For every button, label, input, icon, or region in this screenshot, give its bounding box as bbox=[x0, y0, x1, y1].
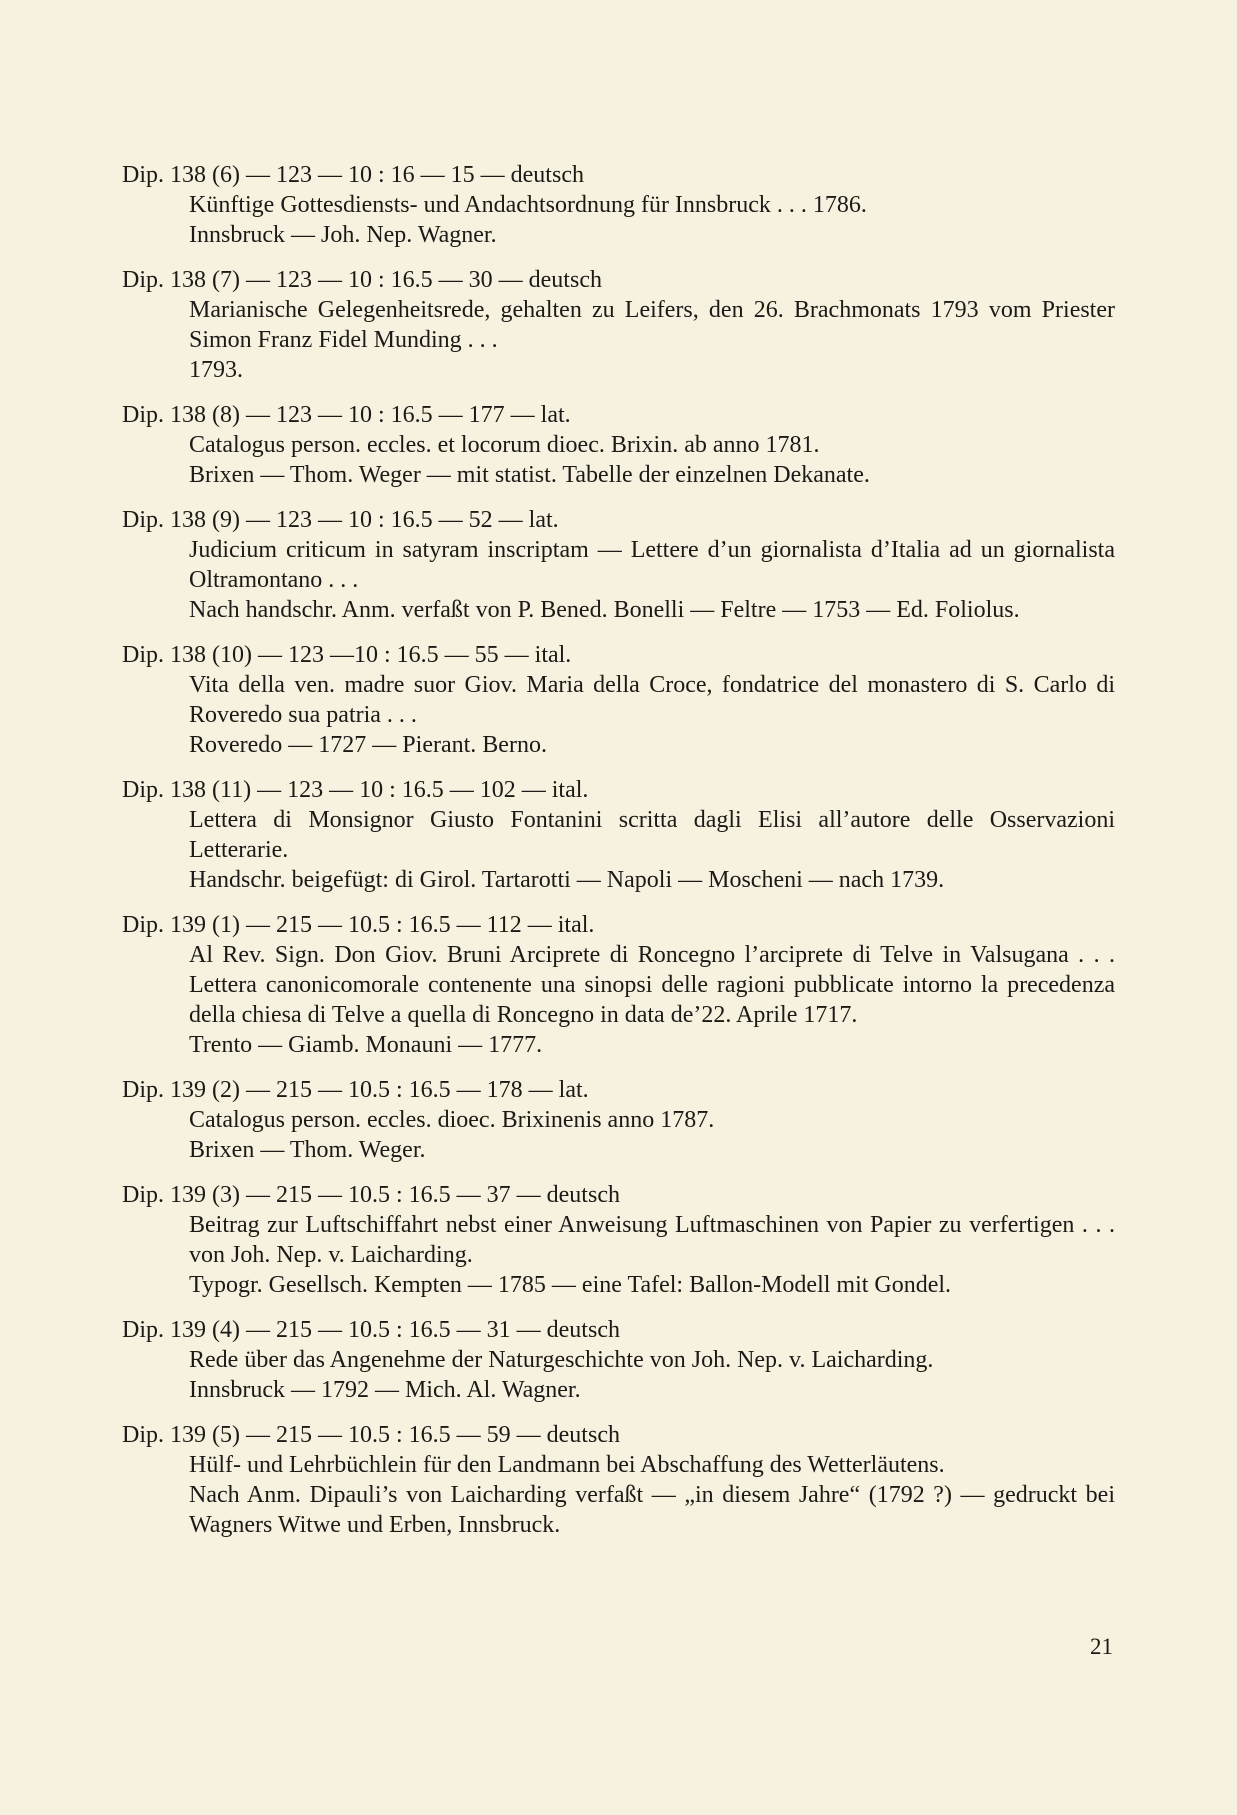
entry-heading: Dip. 139 (3) — 215 — 10.5 : 16.5 — 37 — deutsch bbox=[122, 1182, 620, 1208]
catalog-entry bbox=[122, 160, 1115, 250]
catalog-entry bbox=[122, 640, 1115, 760]
entry-imprint-line: Typogr. Gesellsch. Kempten — 1785 — eine Tafel: Ballon-Modell mit Gondel. bbox=[189, 1272, 952, 1298]
entry-heading: Dip. 138 (6) — 123 — 10 : 16 — 15 — deutsch bbox=[122, 162, 584, 188]
entry-heading: Dip. 139 (4) — 215 — 10.5 : 16.5 — 31 — deutsch bbox=[122, 1317, 620, 1343]
entry-title-line: Judicium criticum in satyram inscriptam — Lettere d’un giornalista d’Italia ad un giornalista Oltramontano . . . bbox=[189, 537, 1115, 593]
entry-body bbox=[189, 1345, 1115, 1405]
entry-body bbox=[189, 430, 1115, 490]
entry-body bbox=[189, 1450, 1115, 1540]
entry-imprint-line: Brixen — Thom. Weger — mit statist. Tabelle der einzelnen Dekanate. bbox=[189, 462, 870, 488]
entry-title-line: Hülf- und Lehrbüchlein für den Landmann bei Abschaffung des Wetterläutens. bbox=[189, 1452, 945, 1478]
entry-heading: Dip. 139 (2) — 215 — 10.5 : 16.5 — 178 — lat. bbox=[122, 1077, 589, 1103]
catalog-entry bbox=[122, 1180, 1115, 1300]
entry-imprint-line: Handschr. beigefügt: di Girol. Tartarotti — Napoli — Moscheni — nach 1739. bbox=[189, 867, 945, 893]
entry-title-line: Al Rev. Sign. Don Giov. Bruni Arciprete di Roncegno l’arciprete di Telve in Valsugana . . . Lettera canonicomorale contenente una sinopsi delle ragioni pubblicate intorno la precedenza della chiesa di Telve a quella di Roncegno in data de’22. Aprile 1717. bbox=[189, 942, 1115, 1028]
entry-title-line: Rede über das Angenehme der Naturgeschichte von Joh. Nep. v. Laicharding. bbox=[189, 1347, 934, 1373]
entry-body bbox=[189, 1105, 1115, 1165]
entry-body bbox=[189, 535, 1115, 625]
entry-imprint-line: Nach handschr. Anm. verfaßt von P. Bened. Bonelli — Feltre — 1753 — Ed. Foliolus. bbox=[189, 597, 1020, 623]
entry-body bbox=[189, 940, 1115, 1060]
entry-heading: Dip. 138 (10) — 123 —10 : 16.5 — 55 — ital. bbox=[122, 642, 572, 668]
catalog-entry bbox=[122, 265, 1115, 385]
entry-heading: Dip. 138 (9) — 123 — 10 : 16.5 — 52 — lat. bbox=[122, 507, 559, 533]
entry-imprint-line: Innsbruck — Joh. Nep. Wagner. bbox=[189, 222, 497, 248]
entry-heading: Dip. 139 (1) — 215 — 10.5 : 16.5 — 112 — ital. bbox=[122, 912, 595, 938]
entry-body bbox=[189, 190, 1115, 250]
entry-imprint-line: Innsbruck — 1792 — Mich. Al. Wagner. bbox=[189, 1377, 581, 1403]
catalog-entry bbox=[122, 1420, 1115, 1540]
entry-imprint-line: 1793. bbox=[189, 357, 243, 383]
entry-title-line: Beitrag zur Luftschiffahrt nebst einer Anweisung Luftmaschinen von Papier zu verfertigen . . . von Joh. Nep. v. Laicharding. bbox=[189, 1212, 1115, 1268]
catalog-entry bbox=[122, 775, 1115, 895]
entry-heading: Dip. 139 (5) — 215 — 10.5 : 16.5 — 59 — deutsch bbox=[122, 1422, 620, 1448]
catalog-entry bbox=[122, 400, 1115, 490]
entry-body bbox=[189, 805, 1115, 895]
entry-title-line: Vita della ven. madre suor Giov. Maria della Croce, fondatrice del monastero di S. Carlo di Roveredo sua patria . . . bbox=[189, 672, 1115, 728]
catalog-entry bbox=[122, 910, 1115, 1060]
entry-title-line: Catalogus person. eccles. dioec. Brixinenis anno 1787. bbox=[189, 1107, 715, 1133]
entry-heading: Dip. 138 (7) — 123 — 10 : 16.5 — 30 — deutsch bbox=[122, 267, 602, 293]
entry-title-line: Catalogus person. eccles. et locorum dioec. Brixin. ab anno 1781. bbox=[189, 432, 820, 458]
entry-imprint-line: Roveredo — 1727 — Pierant. Berno. bbox=[189, 732, 547, 758]
catalog-entries bbox=[122, 160, 1115, 1555]
catalog-entry bbox=[122, 505, 1115, 625]
entry-title-line: Lettera di Monsignor Giusto Fontanini scritta dagli Elisi all’autore delle Osservazioni Letterarie. bbox=[189, 807, 1115, 863]
entry-title-line: Marianische Gelegenheitsrede, gehalten zu Leifers, den 26. Brachmonats 1793 vom Priester Simon Franz Fidel Munding . . . bbox=[189, 297, 1115, 353]
page-number: 21 bbox=[1090, 1634, 1113, 1659]
entry-body bbox=[189, 295, 1115, 385]
entry-imprint-line: Nach Anm. Dipauli’s von Laicharding verfaßt — „in diesem Jahre“ (1792 ?) — gedruckt bei Wagners Witwe und Erben, Innsbruck. bbox=[189, 1482, 1115, 1538]
entry-body bbox=[189, 1210, 1115, 1300]
entry-heading: Dip. 138 (8) — 123 — 10 : 16.5 — 177 — lat. bbox=[122, 402, 571, 428]
catalog-entry bbox=[122, 1315, 1115, 1405]
entry-imprint-line: Trento — Giamb. Monauni — 1777. bbox=[189, 1032, 543, 1058]
catalog-entry bbox=[122, 1075, 1115, 1165]
entry-imprint-line: Brixen — Thom. Weger. bbox=[189, 1137, 426, 1163]
entry-title-line: Künftige Gottesdiensts- und Andachtsordnung für Innsbruck . . . 1786. bbox=[189, 192, 867, 218]
entry-heading: Dip. 138 (11) — 123 — 10 : 16.5 — 102 — ital. bbox=[122, 777, 589, 803]
entry-body bbox=[189, 670, 1115, 760]
